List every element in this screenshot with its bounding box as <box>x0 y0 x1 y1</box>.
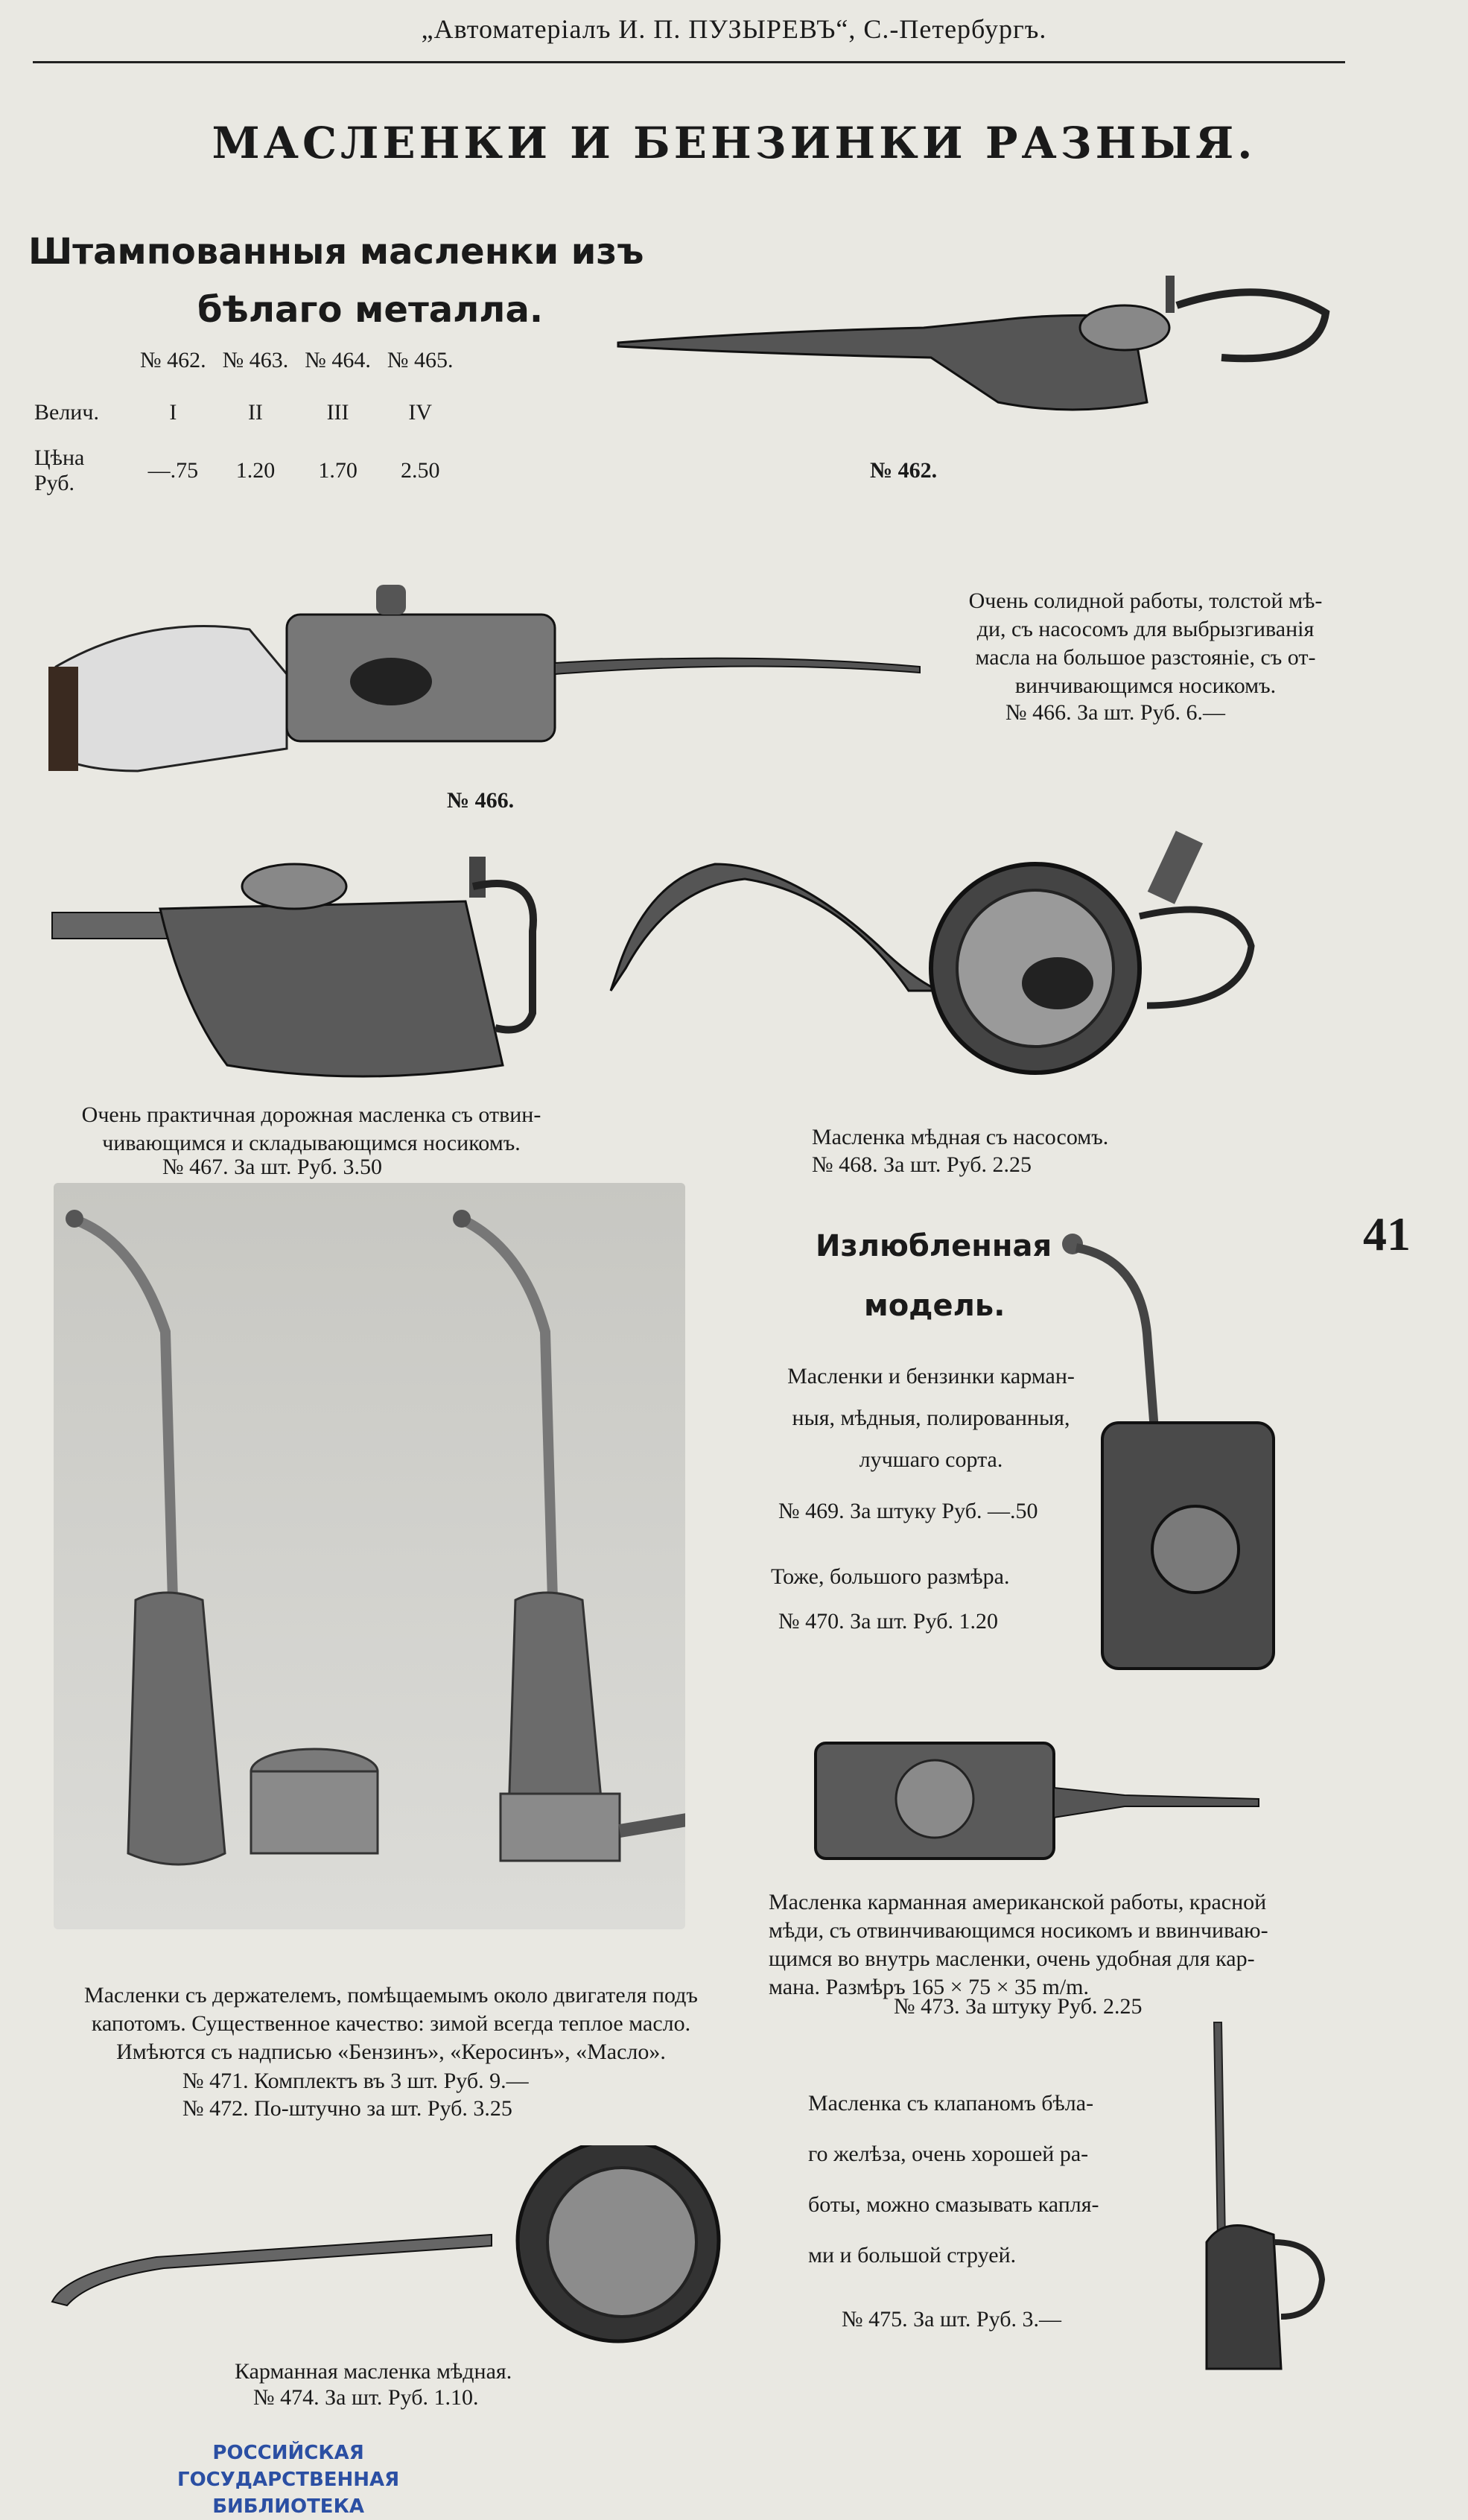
table-cell: 1.70 <box>318 458 358 483</box>
favourite-title-line2: модель. <box>864 1289 1005 1323</box>
caption-466: № 466. <box>447 788 515 813</box>
price-label: Цѣна Руб. <box>34 445 85 495</box>
desc-line: ныя, мѣдныя, полированныя, <box>792 1406 1070 1430</box>
desc-line: боты, можно смазывать капля- <box>808 2192 1099 2217</box>
price-474: № 474. За шт. Руб. 1.10. <box>253 2385 479 2410</box>
oiler-475-illustration <box>1192 2019 1341 2384</box>
desc-line: Масленки и бензинки карман- <box>787 1364 1075 1388</box>
table-cell: I <box>169 400 177 425</box>
oiler-473-illustration <box>812 1736 1274 1870</box>
table-cell: 1.20 <box>235 458 276 483</box>
desc-line: Масленка карманная американской работы, красной <box>769 1890 1267 1914</box>
oiler-469-illustration <box>1050 1222 1296 1683</box>
oiler-466-illustration <box>41 585 935 801</box>
table-row <box>34 393 470 445</box>
oiler-474-illustration <box>45 2145 730 2346</box>
desc-475 <box>808 2078 1158 2281</box>
desc-line: го желѣза, очень хорошей ра- <box>808 2142 1089 2166</box>
desc-line: капотомъ. Существенное качество: зимой всегда теплое масло. <box>91 2011 691 2036</box>
page-number: 41 <box>1363 1207 1411 1260</box>
stamp-line: БИБЛИОТЕКА <box>212 2495 364 2518</box>
size-label: Велич. <box>34 400 99 425</box>
caption-462: № 462. <box>870 458 938 483</box>
section-title-line1: Штампованныя масленки изъ <box>28 231 644 273</box>
desc-466 <box>944 587 1347 700</box>
table-row <box>34 341 470 393</box>
table-cell: № 464. <box>305 348 371 372</box>
stamp-line: ГОСУДАРСТВЕННАЯ <box>177 2469 400 2491</box>
table-row <box>34 445 470 510</box>
table-cell: —.75 <box>147 458 199 483</box>
desc-471 <box>41 1981 741 2066</box>
desc-line: Масленка съ клапаномъ бѣла- <box>808 2091 1094 2116</box>
header-rule <box>33 61 1345 63</box>
desc-line: винчивающимся носикомъ. <box>1014 673 1277 698</box>
desc-line: Имѣются съ надписью «Бензинъ», «Керосинъ», «Масло». <box>116 2040 666 2064</box>
table-cell: № 463. <box>222 348 289 372</box>
library-stamp <box>177 2440 399 2520</box>
desc-line: Очень практичная дорожная масленка съ отвин- <box>81 1102 541 1127</box>
table-cell: II <box>247 400 263 425</box>
favourite-title-line1: Излюбленная <box>816 1229 1052 1263</box>
desc-line: лучшаго сорта. <box>859 1447 1003 1472</box>
desc-474: Карманная масленка мѣдная. <box>235 2359 512 2384</box>
price-table <box>34 341 470 510</box>
desc-line: щимся во внутрь масленки, очень удобная для кар- <box>769 1946 1255 1971</box>
desc-470: Тоже, большого размѣра. <box>771 1564 1010 1589</box>
page-title: МАСЛЕНКИ И БЕНЗИНКИ РАЗНЫЯ. <box>212 118 1256 168</box>
desc-line: ми и большой струей. <box>808 2243 1017 2267</box>
desc-473 <box>769 1888 1342 2002</box>
price-469: № 469. За штуку Руб. —.50 <box>778 1499 1038 1523</box>
desc-line: чивающимся и складывающимся носикомъ. <box>102 1131 521 1155</box>
oiler-462-illustration <box>611 261 1341 469</box>
price-473: № 473. За штуку Руб. 2.25 <box>894 1994 1143 2019</box>
desc-line: ди, съ насосомъ для выбрызгиванія <box>976 617 1315 641</box>
desc-467 <box>28 1101 594 1158</box>
holder-oilers-illustration <box>54 1183 685 1929</box>
price-467: № 467. За шт. Руб. 3.50 <box>162 1155 382 1179</box>
desc-468: Масленка мѣдная съ насосомъ. <box>812 1125 1109 1149</box>
price-471: № 471. Комплектъ въ 3 шт. Руб. 9.— <box>182 2069 529 2093</box>
price-470: № 470. За шт. Руб. 1.20 <box>778 1609 998 1634</box>
price-466: № 466. За шт. Руб. 6.— <box>1005 700 1225 725</box>
price-475: № 475. За шт. Руб. 3.— <box>842 2307 1061 2332</box>
table-cell: IV <box>408 400 433 425</box>
desc-line: масла на большое разстояніе, съ от- <box>975 645 1316 670</box>
desc-line: мана. Размѣръ 165 × 75 × 35 m/m. <box>769 1975 1090 1999</box>
desc-line: мѣди, съ отвинчивающимся носикомъ и ввинчиваю- <box>769 1918 1268 1943</box>
section-title-line2: бѣлаго металла. <box>197 289 544 331</box>
oiler-467-illustration <box>48 842 555 1095</box>
desc-line: Очень солидной работы, толстой мѣ- <box>968 588 1323 613</box>
price-468: № 468. За шт. Руб. 2.25 <box>812 1152 1032 1177</box>
stamp-line: РОССИЙСКАЯ <box>212 2442 364 2464</box>
table-cell: № 462. <box>140 348 206 372</box>
oiler-468-illustration <box>596 819 1266 1095</box>
desc-line: Масленки съ держателемъ, помѣщаемымъ около двигателя подъ <box>84 1983 698 2008</box>
table-cell: III <box>326 400 349 425</box>
price-472: № 472. По-штучно за шт. Руб. 3.25 <box>182 2096 512 2121</box>
table-cell: № 465. <box>387 348 454 372</box>
table-cell: 2.50 <box>400 458 440 483</box>
catalog-header: „Автоматеріалъ И. П. ПУЗЫРЕВЪ“, С.-Петербургъ. <box>421 14 1047 44</box>
